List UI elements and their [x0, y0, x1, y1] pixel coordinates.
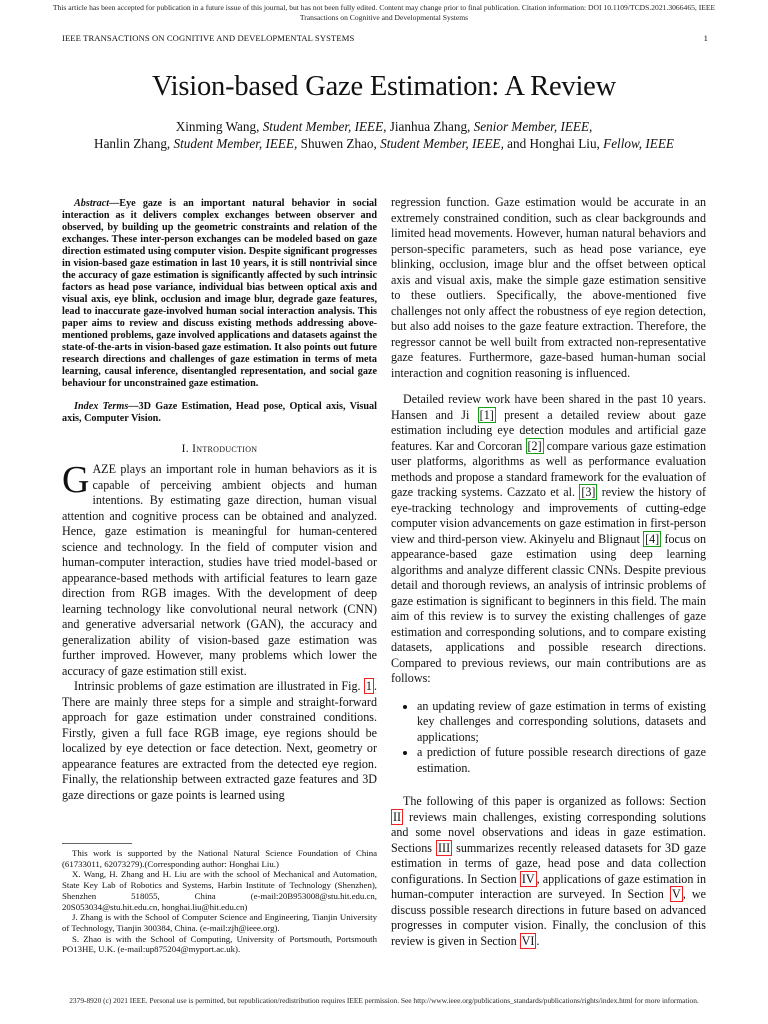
page-number: 1 [703, 33, 708, 43]
list-item: • a prediction of future possible research directions of gaze estimation. [417, 745, 706, 776]
citation-link[interactable]: [3] [581, 485, 596, 499]
author-role: Student Member, IEEE, [380, 136, 504, 151]
drop-cap: G [62, 459, 90, 501]
citation-link[interactable]: [2] [527, 438, 542, 453]
author-role: Student Member, IEEE, [173, 136, 298, 151]
list-item: • an updating review of gaze estimation in terms of existing key challenges and corresponding solutions, datasets and applications; [417, 699, 706, 746]
footnote-rule [62, 843, 132, 844]
right-paragraph-2: Detailed review work have been shared in the past 10 years. Hansen and Ji [1] present a detailed review about gaze estimation including eye detection modules and artificial gaze features. Kar and Corcoran [2] compare various gaze estimation user platforms, algorithms as well as performance evaluation methods and propose a standard framework for the evaluation of gaze tracking systems. Cazzato et al. [3] review the history of eye-tracking technology and improvements of cutting-edge computer vision advancements on gaze estimation in first-person view and third-person view. Akinyelu and Blignaut [4] focus on appearance-based gaze estimation using deep learning algorithms and analyze different classic CNNs. Despite previous detail and thorough reviews, an analysis of intrinsic problems of gaze estimation is significant to beginners in this field. The main aim of this review is to survey the existing challenges of gaze estimation and corresponding solutions, and to compare existing datasets, applications and possible research directions. Compared to previous reviews, our main contributions are as follows: [391, 392, 706, 685]
preprint-notice [0, 3, 768, 23]
notice-line-1: This article has been accepted for publication in a future issue of this journal, but has not been fully edited. Content may change prior to final publication. Citation information: DOI 10.1109/TCDS.2021.3066465, IEEE [52, 3, 716, 12]
footnote-affiliation: X. Wang, H. Zhang and H. Liu are with the school of Mechanical and Automation, State Key Lab of Robotics and Systems, Harbin Institute of Technology (Shenzhen), Shenzhen 518055, China (e-mail:20B953008@stu.hit.edu.cn, 20S053034@stu.hit.edu.cn, honghai.liu@hit.edu.cn) [62, 869, 377, 912]
paper-title: Vision-based Gaze Estimation: A Review [151, 71, 616, 102]
index-terms-text: —3D Gaze Estimation, Head pose, Optical axis, Visual axis, Computer Vision. [62, 401, 377, 424]
section-link[interactable]: VI [521, 933, 535, 948]
citation-link[interactable]: [1] [479, 407, 494, 422]
left-column [62, 198, 377, 803]
author-name: Xinming Wang, [175, 119, 260, 134]
footnote-affiliation: J. Zhang is with the School of Computer Science and Engineering, Tianjin University of Technology, Tianjin 300384, China. (e-mail:zjh@ieee.org). [62, 912, 377, 933]
journal-name: IEEE TRANSACTIONS ON COGNITIVE AND DEVELOPMENTAL SYSTEMS [62, 33, 355, 43]
abstract-label: Abstract [74, 198, 110, 209]
author-role: Fellow, IEEE [603, 136, 674, 151]
right-column [391, 195, 706, 949]
author-role: Senior Member, IEEE, [473, 119, 593, 134]
section-link[interactable]: V [671, 887, 681, 901]
right-paragraph-1: regression function. Gaze estimation would be accurate in an extremely constrained condition, such as clear backgrounds and limited head movements. However, human natural behaviors and person-specific parameters, such as head pose variance, eye blinking, occlusion, image blur and the offset between optical axis and visual axis, make the simple gaze estimation sensitive to these outliers. Specifically, the above-mentioned five challenges not only affect the robustness of eye region detection, but also add noises to the gaze feature extraction. Therefore, the regressor cannot be well built from extracted non-representative gaze features. Furthermore, gaze-based human-human social interaction and cognition reasoning is influenced. [391, 195, 706, 380]
intro-paragraph-2: Intrinsic problems of gaze estimation are illustrated in Fig. 1 . There are mainly three steps for a simple and straight-forward approach for gaze estimation under constrained conditions. Firstly, given a full face RGB image, eye regions should be localized by eye detection or face detection. Next, geometry or appearance features are extracted from the detected eye region. Finally, the relationship between extracted gaze features and 3D gaze directions or gaze points is learned using [62, 679, 377, 802]
contributions-list [391, 699, 706, 777]
author-role: Student Member, IEEE, [262, 119, 387, 134]
section-link[interactable]: III [438, 840, 451, 855]
right-paragraph-3: The following of this paper is organized as follows: Section II reviews main challenges, existing corresponding solutions and some novel observations and ideas in gaze estimation. Sections III summarizes recently released datasets for 3D gaze estimation in terms of gaze, head pose and data collection configurations. In Section IV , applications of gaze estimation in human-computer interaction are surveyed. In Section V , we discuss possible research directions in future based on advanced progresses in computer vision. Finally, the conclusion of this review is given in Section VI . [391, 794, 707, 948]
footnote-funding: This work is supported by the National Natural Science Foundation of China (61733011, 62073279).(Corresponding author: Honghai Liu.) [62, 848, 377, 869]
index-terms-label: Index Terms [74, 401, 129, 412]
index-terms [62, 401, 377, 425]
author-name: Jianhua Zhang, [389, 119, 471, 134]
notice-line-2: Transactions on Cognitive and Developmental Systems [299, 13, 469, 22]
figure-link[interactable]: 1 [365, 679, 372, 693]
citation-link[interactable]: [4] [645, 531, 660, 546]
intro-paragraph-1: GAZE plays an important role in human behaviors as it is capable of perceiving ambient objects and human intentions. By estimating gaze direction, human visual attention and cognitive process can be obtained and analyzed. Hence, gaze estimation is meaningful for human-centered science and technology. In the field of computer vision and human-computer interaction, studies have tried model-based or appearance-based methods with artificial features to learn gaze direction from RGB images. With the development of deep learning technology like convolutional neural network (CNN) and generative adversarial network (GAN), the accuracy and generalization ability of vision-based gaze estimation was further improved. However, many problems which lower the accuracy of gaze estimation still exist. [62, 459, 377, 678]
author-list [0, 118, 768, 152]
author-name: and Honghai Liu, [507, 136, 600, 151]
author-name: Hanlin Zhang, [94, 136, 171, 151]
running-head [62, 33, 708, 43]
footnotes [62, 848, 377, 955]
copyright-footer: 2379-8920 (c) 2021 IEEE. Personal use is permitted, but republication/redistribution requires IEEE permission. See http://www.ieee.org/publications_standards/publications/rights/index.html for more information. [69, 996, 699, 1005]
abstract [62, 198, 377, 390]
footnote-affiliation: S. Zhao is with the School of Computing, University of Portsmouth, Portsmouth PO13HE, U.K. (e-mail:up875204@myport.ac.uk). [62, 933, 377, 955]
section-link[interactable]: II [393, 809, 402, 824]
abstract-text: —Eye gaze is an important natural behavior in social interaction as it delivers complex exchanges between observer and observed, by building up the geometric constraints and relation of the exchanges. These inter-person exchanges can be modeled based on gaze direction estimated using computer vision. Despite significant progresses in vision-based gaze estimation in last 10 years, it is still nontrivial since the accuracy of gaze estimation is significantly affected by such intrinsic factors as head pose variance, individual bias between optical axis and visual axis, eye blink, occlusion and image blur, degrade gaze features, lead to inaccurate gaze-involved human social interaction analysis. This paper aims to review and discuss existing methods addressing above-mentioned problems, gaze involved applications and datasets against the state-of-the-arts in vision-based gaze estimation. It also points out future research directions and challenges of gaze estimation in terms of meta learning, causal inference, disentangled representation, and social gaze behaviour for unconstrained gaze estimation. [62, 198, 377, 389]
author-name: Shuwen Zhao, [300, 136, 377, 151]
section-heading-introduction: I. Introduction [181, 443, 258, 455]
section-link[interactable]: IV [521, 871, 535, 886]
